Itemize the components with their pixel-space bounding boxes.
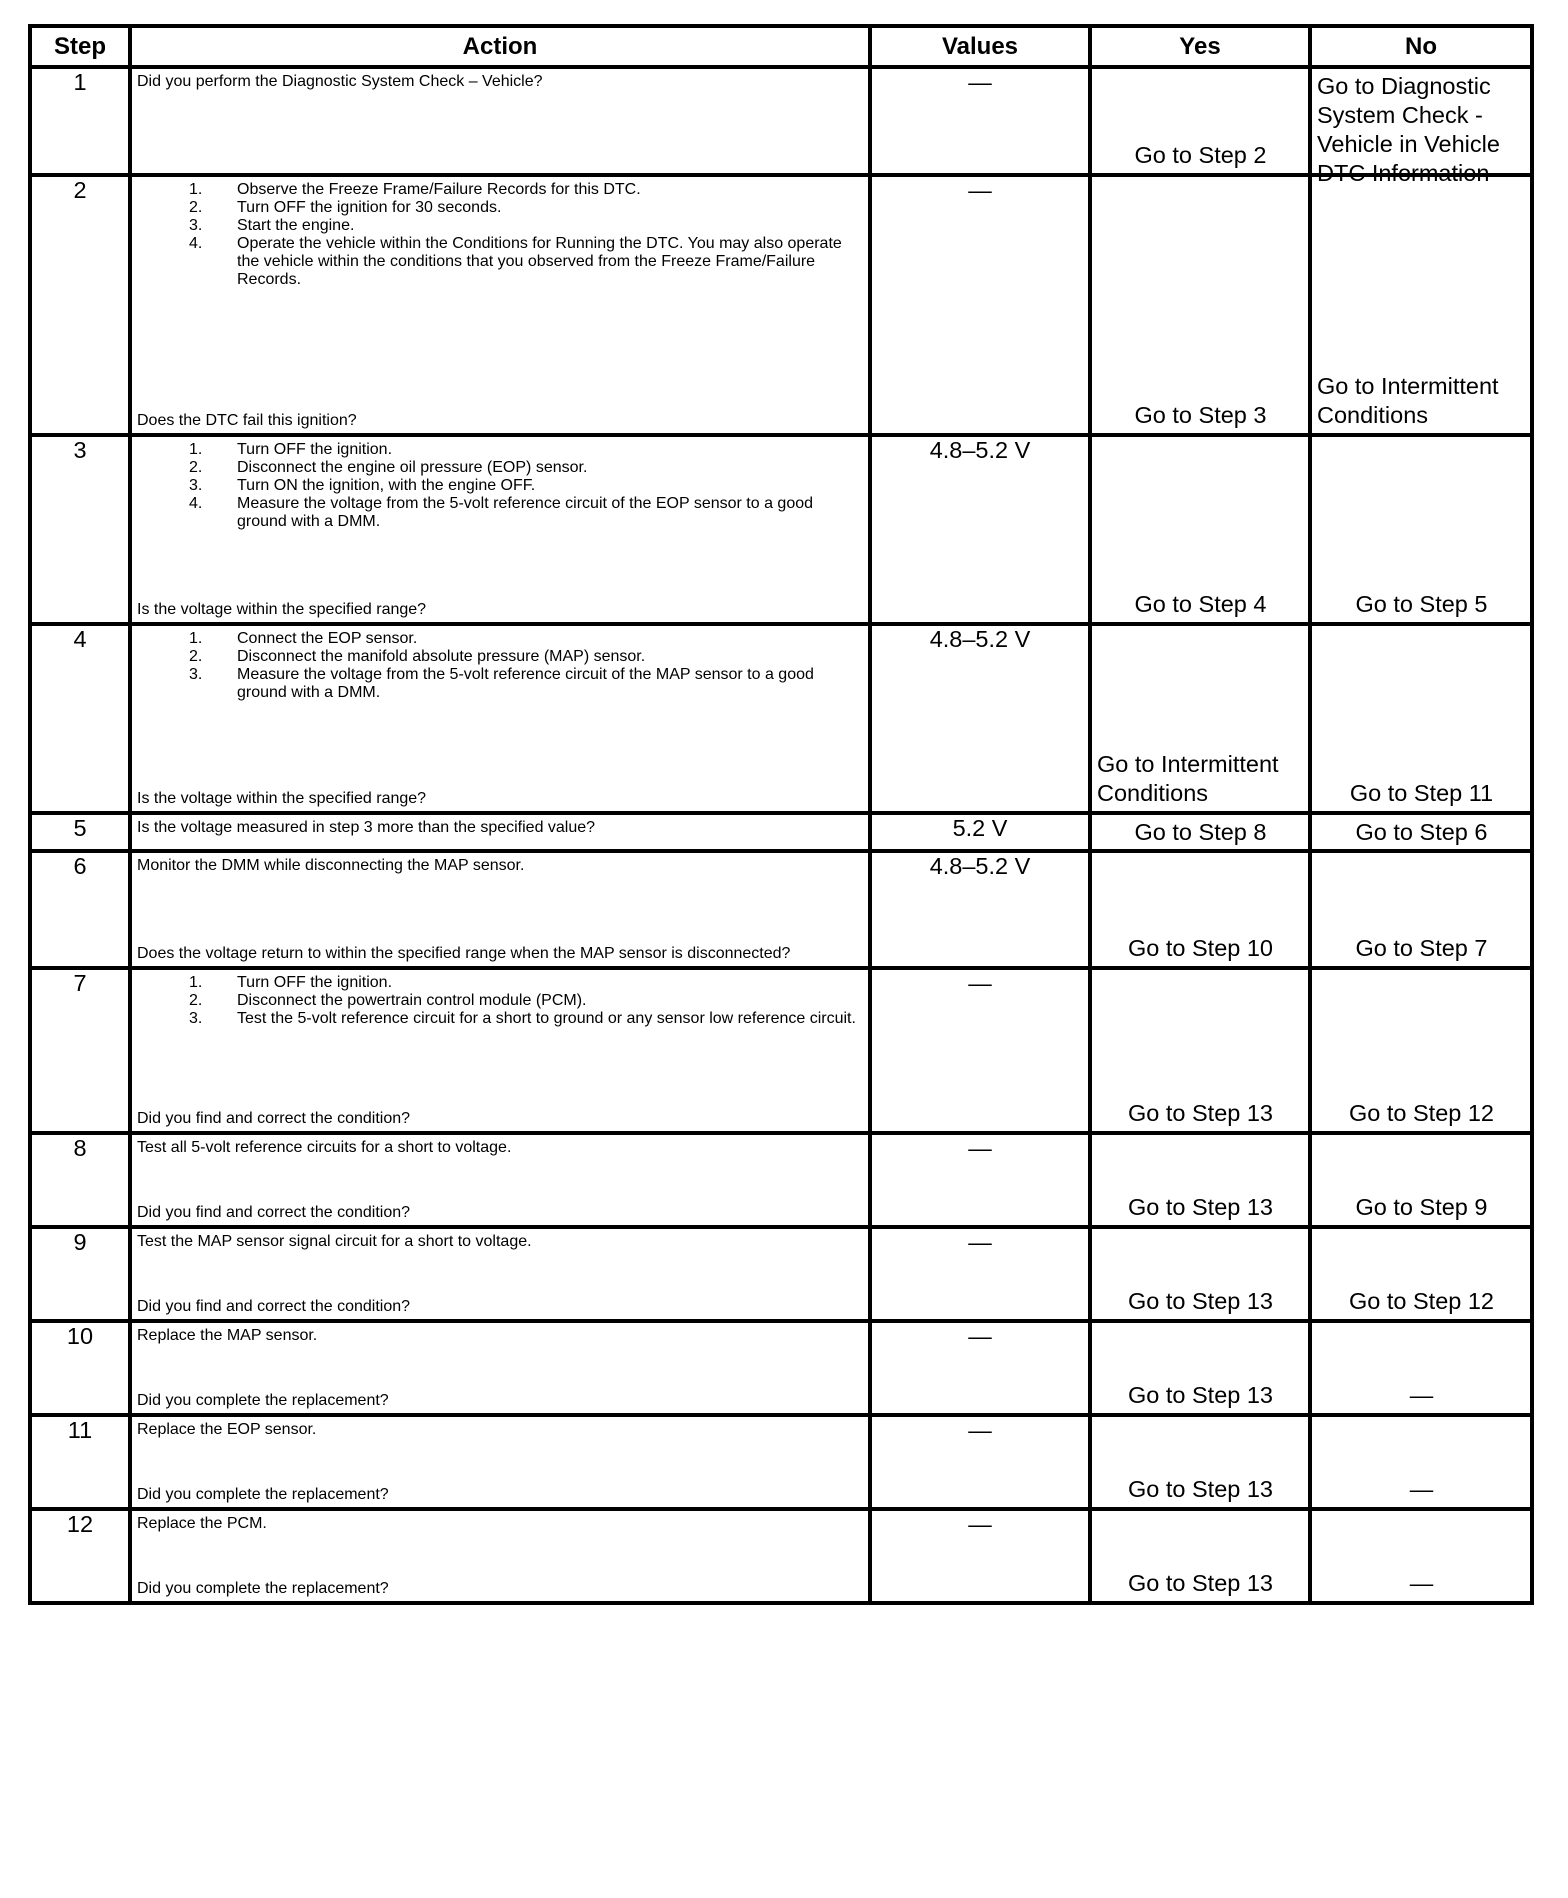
yes-cell bbox=[1090, 851, 1310, 968]
action-content bbox=[132, 437, 868, 622]
action-top bbox=[137, 857, 862, 875]
list-item-number: 2. bbox=[189, 648, 203, 665]
no-action-link: Go to Step 6 bbox=[1355, 818, 1488, 845]
list-item-number: 4. bbox=[189, 235, 203, 252]
action-content bbox=[132, 1323, 868, 1413]
diagnostic-table bbox=[28, 24, 1534, 1605]
list-item-text: Operate the vehicle within the Conditions for Running the DTC. You may also operate the vehicle within the conditions that you observed from the Freeze Frame/Failure Records. bbox=[237, 235, 842, 288]
list-item-number: 3. bbox=[189, 1010, 203, 1027]
action-question: Did you find and correct the condition? bbox=[137, 1298, 411, 1315]
no-cell bbox=[1310, 1133, 1532, 1227]
action-steps-list bbox=[137, 441, 862, 531]
action-intro: Replace the PCM. bbox=[137, 1515, 267, 1532]
action-top bbox=[137, 1139, 862, 1157]
no-action-link: — bbox=[1409, 1476, 1434, 1502]
action-top bbox=[137, 441, 862, 531]
action-cell bbox=[130, 968, 870, 1133]
action-cell bbox=[130, 175, 870, 435]
list-item-text: Test the 5-volt reference circuit for a short to ground or any sensor low reference circuit. bbox=[237, 1010, 856, 1027]
list-item-number: 1. bbox=[189, 441, 203, 458]
list-item-number: 1. bbox=[189, 974, 203, 991]
no-action-link: — bbox=[1409, 1382, 1434, 1408]
action-intro: Replace the EOP sensor. bbox=[137, 1421, 317, 1438]
action-question: Does the voltage return to within the specified range when the MAP sensor is disconnected? bbox=[137, 945, 791, 962]
action-cell bbox=[130, 1415, 870, 1509]
action-content bbox=[132, 177, 868, 433]
action-cell bbox=[130, 1509, 870, 1603]
value-cell: 4.8–5.2 V bbox=[870, 851, 1090, 968]
step-cell: 3 bbox=[30, 435, 130, 624]
action-cell bbox=[130, 1321, 870, 1415]
value-cell: — bbox=[870, 968, 1090, 1133]
action-top bbox=[137, 630, 862, 702]
list-item bbox=[137, 459, 862, 477]
list-item bbox=[137, 217, 862, 235]
table-header-row bbox=[30, 26, 1532, 67]
step-cell: 5 bbox=[30, 813, 130, 851]
yes-action-link: Go to Step 8 bbox=[1134, 818, 1267, 845]
action-cell bbox=[130, 435, 870, 624]
step-cell: 9 bbox=[30, 1227, 130, 1321]
list-item-number: 4. bbox=[189, 495, 203, 512]
value-cell: 5.2 V bbox=[870, 813, 1090, 851]
action-question: Does the DTC fail this ignition? bbox=[137, 412, 357, 429]
list-item-text: Turn OFF the ignition for 30 seconds. bbox=[237, 199, 502, 216]
no-action-link: Go to Intermittent Conditions bbox=[1317, 373, 1499, 428]
list-item-text: Turn OFF the ignition. bbox=[237, 441, 393, 458]
list-item-number: 1. bbox=[189, 630, 203, 647]
action-content bbox=[132, 970, 868, 1131]
yes-action-link: Go to Step 13 bbox=[1127, 1476, 1274, 1502]
header-yes: Yes bbox=[1090, 26, 1310, 67]
step-cell: 11 bbox=[30, 1415, 130, 1509]
step-cell: 8 bbox=[30, 1133, 130, 1227]
action-cell bbox=[130, 1227, 870, 1321]
action-question: Did you complete the replacement? bbox=[137, 1392, 389, 1409]
yes-action-link: Go to Step 13 bbox=[1127, 1570, 1274, 1596]
action-content bbox=[132, 1229, 868, 1319]
list-item bbox=[137, 648, 862, 666]
action-intro: Replace the MAP sensor. bbox=[137, 1327, 318, 1344]
action-cell bbox=[130, 813, 870, 851]
list-item bbox=[137, 181, 862, 199]
header-step: Step bbox=[30, 26, 130, 67]
action-content bbox=[132, 853, 868, 966]
list-item bbox=[137, 441, 862, 459]
header-action: Action bbox=[130, 26, 870, 67]
no-cell bbox=[1310, 968, 1532, 1133]
yes-cell bbox=[1090, 67, 1310, 175]
action-steps-list bbox=[137, 974, 862, 1028]
list-item bbox=[137, 630, 862, 648]
list-item bbox=[137, 992, 862, 1010]
action-steps-list bbox=[137, 630, 862, 702]
no-cell bbox=[1310, 1509, 1532, 1603]
action-content bbox=[132, 1417, 868, 1507]
no-cell bbox=[1310, 624, 1532, 813]
action-top bbox=[137, 1515, 862, 1533]
no-action-link: — bbox=[1409, 1570, 1434, 1596]
yes-cell bbox=[1090, 1321, 1310, 1415]
action-content bbox=[132, 1511, 868, 1601]
step-cell: 12 bbox=[30, 1509, 130, 1603]
table-row bbox=[30, 968, 1532, 1133]
yes-cell bbox=[1090, 1415, 1310, 1509]
list-item-text: Disconnect the engine oil pressure (EOP) sensor. bbox=[237, 459, 588, 476]
value-cell: — bbox=[870, 1509, 1090, 1603]
table-row bbox=[30, 1227, 1532, 1321]
yes-action-link: Go to Step 13 bbox=[1127, 1288, 1274, 1314]
step-cell: 6 bbox=[30, 851, 130, 968]
action-top bbox=[137, 819, 862, 837]
list-item-text: Connect the EOP sensor. bbox=[237, 630, 418, 647]
yes-cell bbox=[1090, 175, 1310, 435]
value-cell: — bbox=[870, 1227, 1090, 1321]
value-cell: — bbox=[870, 175, 1090, 435]
action-content bbox=[132, 1135, 868, 1225]
yes-action-link: Go to Step 13 bbox=[1127, 1194, 1274, 1220]
list-item-number: 3. bbox=[189, 477, 203, 494]
action-intro: Is the voltage measured in step 3 more than the specified value? bbox=[137, 819, 596, 836]
list-item bbox=[137, 666, 862, 702]
no-action-link: Go to Step 7 bbox=[1355, 935, 1488, 961]
list-item-text: Disconnect the powertrain control module (PCM). bbox=[237, 992, 587, 1009]
no-action-link: Go to Step 12 bbox=[1348, 1288, 1495, 1314]
step-cell: 7 bbox=[30, 968, 130, 1133]
action-question: Did you complete the replacement? bbox=[137, 1580, 389, 1597]
no-cell bbox=[1310, 175, 1532, 435]
action-content bbox=[132, 815, 868, 849]
no-cell bbox=[1310, 1321, 1532, 1415]
step-cell: 4 bbox=[30, 624, 130, 813]
list-item-text: Measure the voltage from the 5-volt reference circuit of the MAP sensor to a good ground with a DMM. bbox=[237, 666, 814, 701]
yes-action-link: Go to Step 13 bbox=[1127, 1100, 1274, 1126]
yes-action-link: Go to Step 2 bbox=[1134, 142, 1267, 168]
table-row bbox=[30, 1133, 1532, 1227]
yes-cell bbox=[1090, 624, 1310, 813]
yes-cell bbox=[1090, 1509, 1310, 1603]
header-values: Values bbox=[870, 26, 1090, 67]
action-top bbox=[137, 1421, 862, 1439]
list-item-text: Turn OFF the ignition. bbox=[237, 974, 393, 991]
yes-action-link: Go to Step 3 bbox=[1134, 402, 1267, 428]
table-body bbox=[30, 67, 1532, 1603]
value-cell: 4.8–5.2 V bbox=[870, 624, 1090, 813]
list-item-number: 1. bbox=[189, 181, 203, 198]
table-row bbox=[30, 624, 1532, 813]
no-cell bbox=[1310, 1415, 1532, 1509]
action-question: Did you complete the replacement? bbox=[137, 1486, 389, 1503]
action-cell bbox=[130, 624, 870, 813]
action-question: Is the voltage within the specified range? bbox=[137, 790, 427, 807]
action-question: Is the voltage within the specified range? bbox=[137, 601, 427, 618]
action-cell bbox=[130, 1133, 870, 1227]
value-cell: — bbox=[870, 1321, 1090, 1415]
header-no: No bbox=[1310, 26, 1532, 67]
list-item bbox=[137, 974, 862, 992]
action-intro: Test all 5-volt reference circuits for a short to voltage. bbox=[137, 1139, 512, 1156]
action-question: Did you find and correct the condition? bbox=[137, 1204, 411, 1221]
action-cell bbox=[130, 67, 870, 175]
table-row bbox=[30, 67, 1532, 175]
value-cell: — bbox=[870, 1133, 1090, 1227]
yes-cell bbox=[1090, 1133, 1310, 1227]
action-question: Did you find and correct the condition? bbox=[137, 1110, 411, 1127]
table-row bbox=[30, 435, 1532, 624]
list-item-number: 3. bbox=[189, 666, 203, 683]
no-action-link: Go to Step 11 bbox=[1349, 780, 1494, 806]
no-cell bbox=[1310, 67, 1532, 186]
yes-action-link: Go to Step 4 bbox=[1134, 591, 1267, 617]
action-content bbox=[132, 69, 868, 173]
list-item-text: Disconnect the manifold absolute pressure (MAP) sensor. bbox=[237, 648, 646, 665]
no-action-link: Go to Diagnostic System Check - Vehicle in Vehicle DTC Information bbox=[1317, 73, 1500, 186]
yes-cell bbox=[1090, 1227, 1310, 1321]
list-item-number: 2. bbox=[189, 459, 203, 476]
list-item-text: Observe the Freeze Frame/Failure Records for this DTC. bbox=[237, 181, 641, 198]
list-item bbox=[137, 495, 862, 531]
list-item-text: Turn ON the ignition, with the engine OFF. bbox=[237, 477, 536, 494]
action-intro: Monitor the DMM while disconnecting the MAP sensor. bbox=[137, 857, 525, 874]
action-top bbox=[137, 181, 862, 289]
no-cell bbox=[1310, 813, 1532, 851]
table-row bbox=[30, 1509, 1532, 1603]
yes-cell bbox=[1090, 968, 1310, 1133]
no-cell bbox=[1310, 435, 1532, 624]
table-row bbox=[30, 813, 1532, 851]
action-top bbox=[137, 73, 862, 91]
action-cell bbox=[130, 851, 870, 968]
yes-action-link: Go to Step 13 bbox=[1127, 1382, 1274, 1408]
list-item bbox=[137, 1010, 862, 1028]
list-item-number: 3. bbox=[189, 217, 203, 234]
yes-cell bbox=[1090, 435, 1310, 624]
yes-action-link: Go to Step 10 bbox=[1127, 935, 1274, 961]
table-row bbox=[30, 175, 1532, 435]
list-item-text: Start the engine. bbox=[237, 217, 355, 234]
value-cell: 4.8–5.2 V bbox=[870, 435, 1090, 624]
no-action-link: Go to Step 12 bbox=[1348, 1100, 1495, 1126]
value-cell: — bbox=[870, 1415, 1090, 1509]
no-cell bbox=[1310, 851, 1532, 968]
action-top bbox=[137, 974, 862, 1028]
action-intro: Test the MAP sensor signal circuit for a short to voltage. bbox=[137, 1233, 532, 1250]
step-cell: 2 bbox=[30, 175, 130, 435]
action-top bbox=[137, 1233, 862, 1251]
no-cell bbox=[1310, 1227, 1532, 1321]
list-item-number: 2. bbox=[189, 992, 203, 1009]
step-cell: 1 bbox=[30, 67, 130, 175]
table-row bbox=[30, 851, 1532, 968]
value-cell: — bbox=[870, 67, 1090, 175]
action-top bbox=[137, 1327, 862, 1345]
action-content bbox=[132, 626, 868, 811]
list-item-number: 2. bbox=[189, 199, 203, 216]
action-intro: Did you perform the Diagnostic System Check – Vehicle? bbox=[137, 73, 543, 90]
action-steps-list bbox=[137, 181, 862, 289]
step-cell: 10 bbox=[30, 1321, 130, 1415]
table-row bbox=[30, 1321, 1532, 1415]
yes-action-link: Go to Intermittent Conditions bbox=[1097, 751, 1279, 806]
no-action-link: Go to Step 9 bbox=[1355, 1194, 1488, 1220]
list-item-text: Measure the voltage from the 5-volt reference circuit of the EOP sensor to a good ground with a DMM. bbox=[237, 495, 814, 530]
yes-cell bbox=[1090, 813, 1310, 851]
list-item bbox=[137, 235, 862, 289]
list-item bbox=[137, 477, 862, 495]
table-row bbox=[30, 1415, 1532, 1509]
list-item bbox=[137, 199, 862, 217]
no-action-link: Go to Step 5 bbox=[1355, 591, 1488, 617]
